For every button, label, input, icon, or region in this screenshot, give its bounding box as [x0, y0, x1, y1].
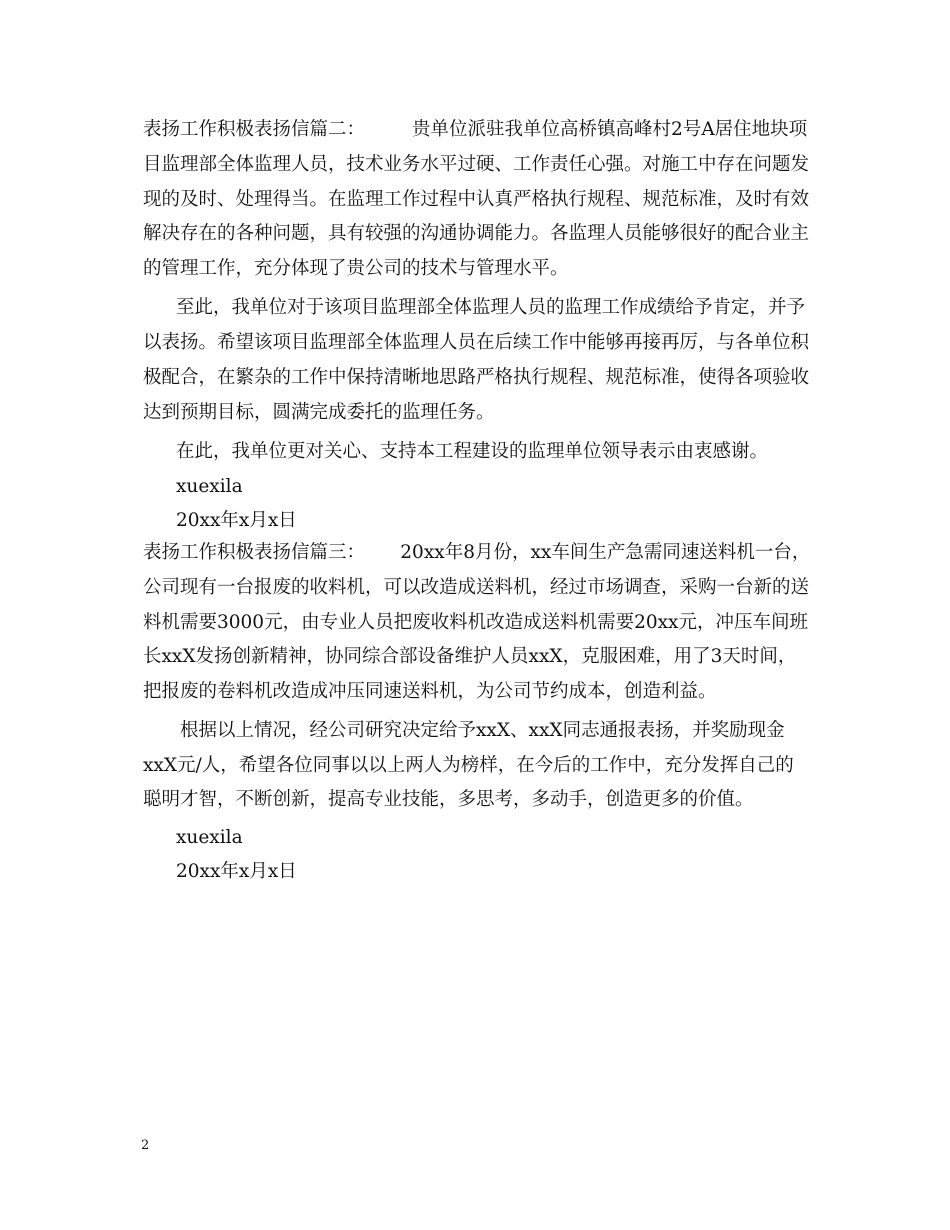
paragraph-line: 表扬工作积极表扬信篇三： 20xx年8月份，xx车间生产急需同速送料机一台，	[143, 542, 811, 563]
paragraph-line: 料机需要3000元，由专业人员把废收料机改造成送料机需要20xx元，冲压车间班	[143, 612, 808, 633]
paragraph-line: 极配合，在繁杂的工作中保持清晰地思路严格执行规程、规范标准，使得各项验收	[143, 367, 810, 388]
paragraph-line: 至此，我单位对于该项目监理部全体监理人员的监理工作成绩给予肯定，并予	[176, 297, 806, 318]
paragraph-line: 公司现有一台报废的收料机，可以改造成送料机，经过市场调查，采购一台新的送	[143, 577, 810, 598]
paragraph-line: 根据以上情况，经公司研究决定给予xxX、xxX同志通报表扬，并奖励现金	[180, 720, 785, 741]
date-line: 20xx年x月x日	[176, 510, 297, 531]
date-line: 20xx年x月x日	[176, 861, 297, 882]
signature: xuexila	[176, 476, 243, 497]
paragraph-line: 聪明才智，不断创新，提高专业技能，多思考，多动手，创造更多的价值。	[143, 789, 754, 810]
paragraph-line: 表扬工作积极表扬信篇二： 贵单位派驻我单位高桥镇高峰村2号A居住地块项	[143, 119, 808, 140]
page-number: 2	[141, 1138, 150, 1153]
paragraph-line: xxX元/人，希望各位同事以以上两人为榜样，在今后的工作中，充分发挥自己的	[143, 755, 794, 776]
paragraph-line: 现的及时、处理得当。在监理工作过程中认真严格执行规程、规范标准，及时有效	[143, 189, 810, 210]
paragraph-line: 长xxX发扬创新精神，协同综合部设备维护人员xxX，克服困难，用了3天时间，	[143, 646, 797, 667]
paragraph-line: 的管理工作，充分体现了贵公司的技术与管理水平。	[143, 258, 569, 279]
paragraph-line: 在此，我单位更对关心、支持本工程建设的监理单位领导表示由衷感谢。	[176, 441, 769, 462]
paragraph-line: 达到预期目标，圆满完成委托的监理任务。	[143, 402, 495, 423]
paragraph-line: 把报废的卷料机改造成冲压同速送料机，为公司节约成本，创造利益。	[143, 681, 717, 702]
paragraph-line: 目监理部全体监理人员，技术业务水平过硬、工作责任心强。对施工中存在问题发	[143, 154, 810, 175]
paragraph-line: 解决存在的各种问题，具有较强的沟通协调能力。各监理人员能够很好的配合业主	[143, 223, 810, 244]
signature: xuexila	[176, 827, 243, 848]
paragraph-line: 以表扬。希望该项目监理部全体监理人员在后续工作中能够再接再厉，与各单位积	[143, 332, 810, 353]
